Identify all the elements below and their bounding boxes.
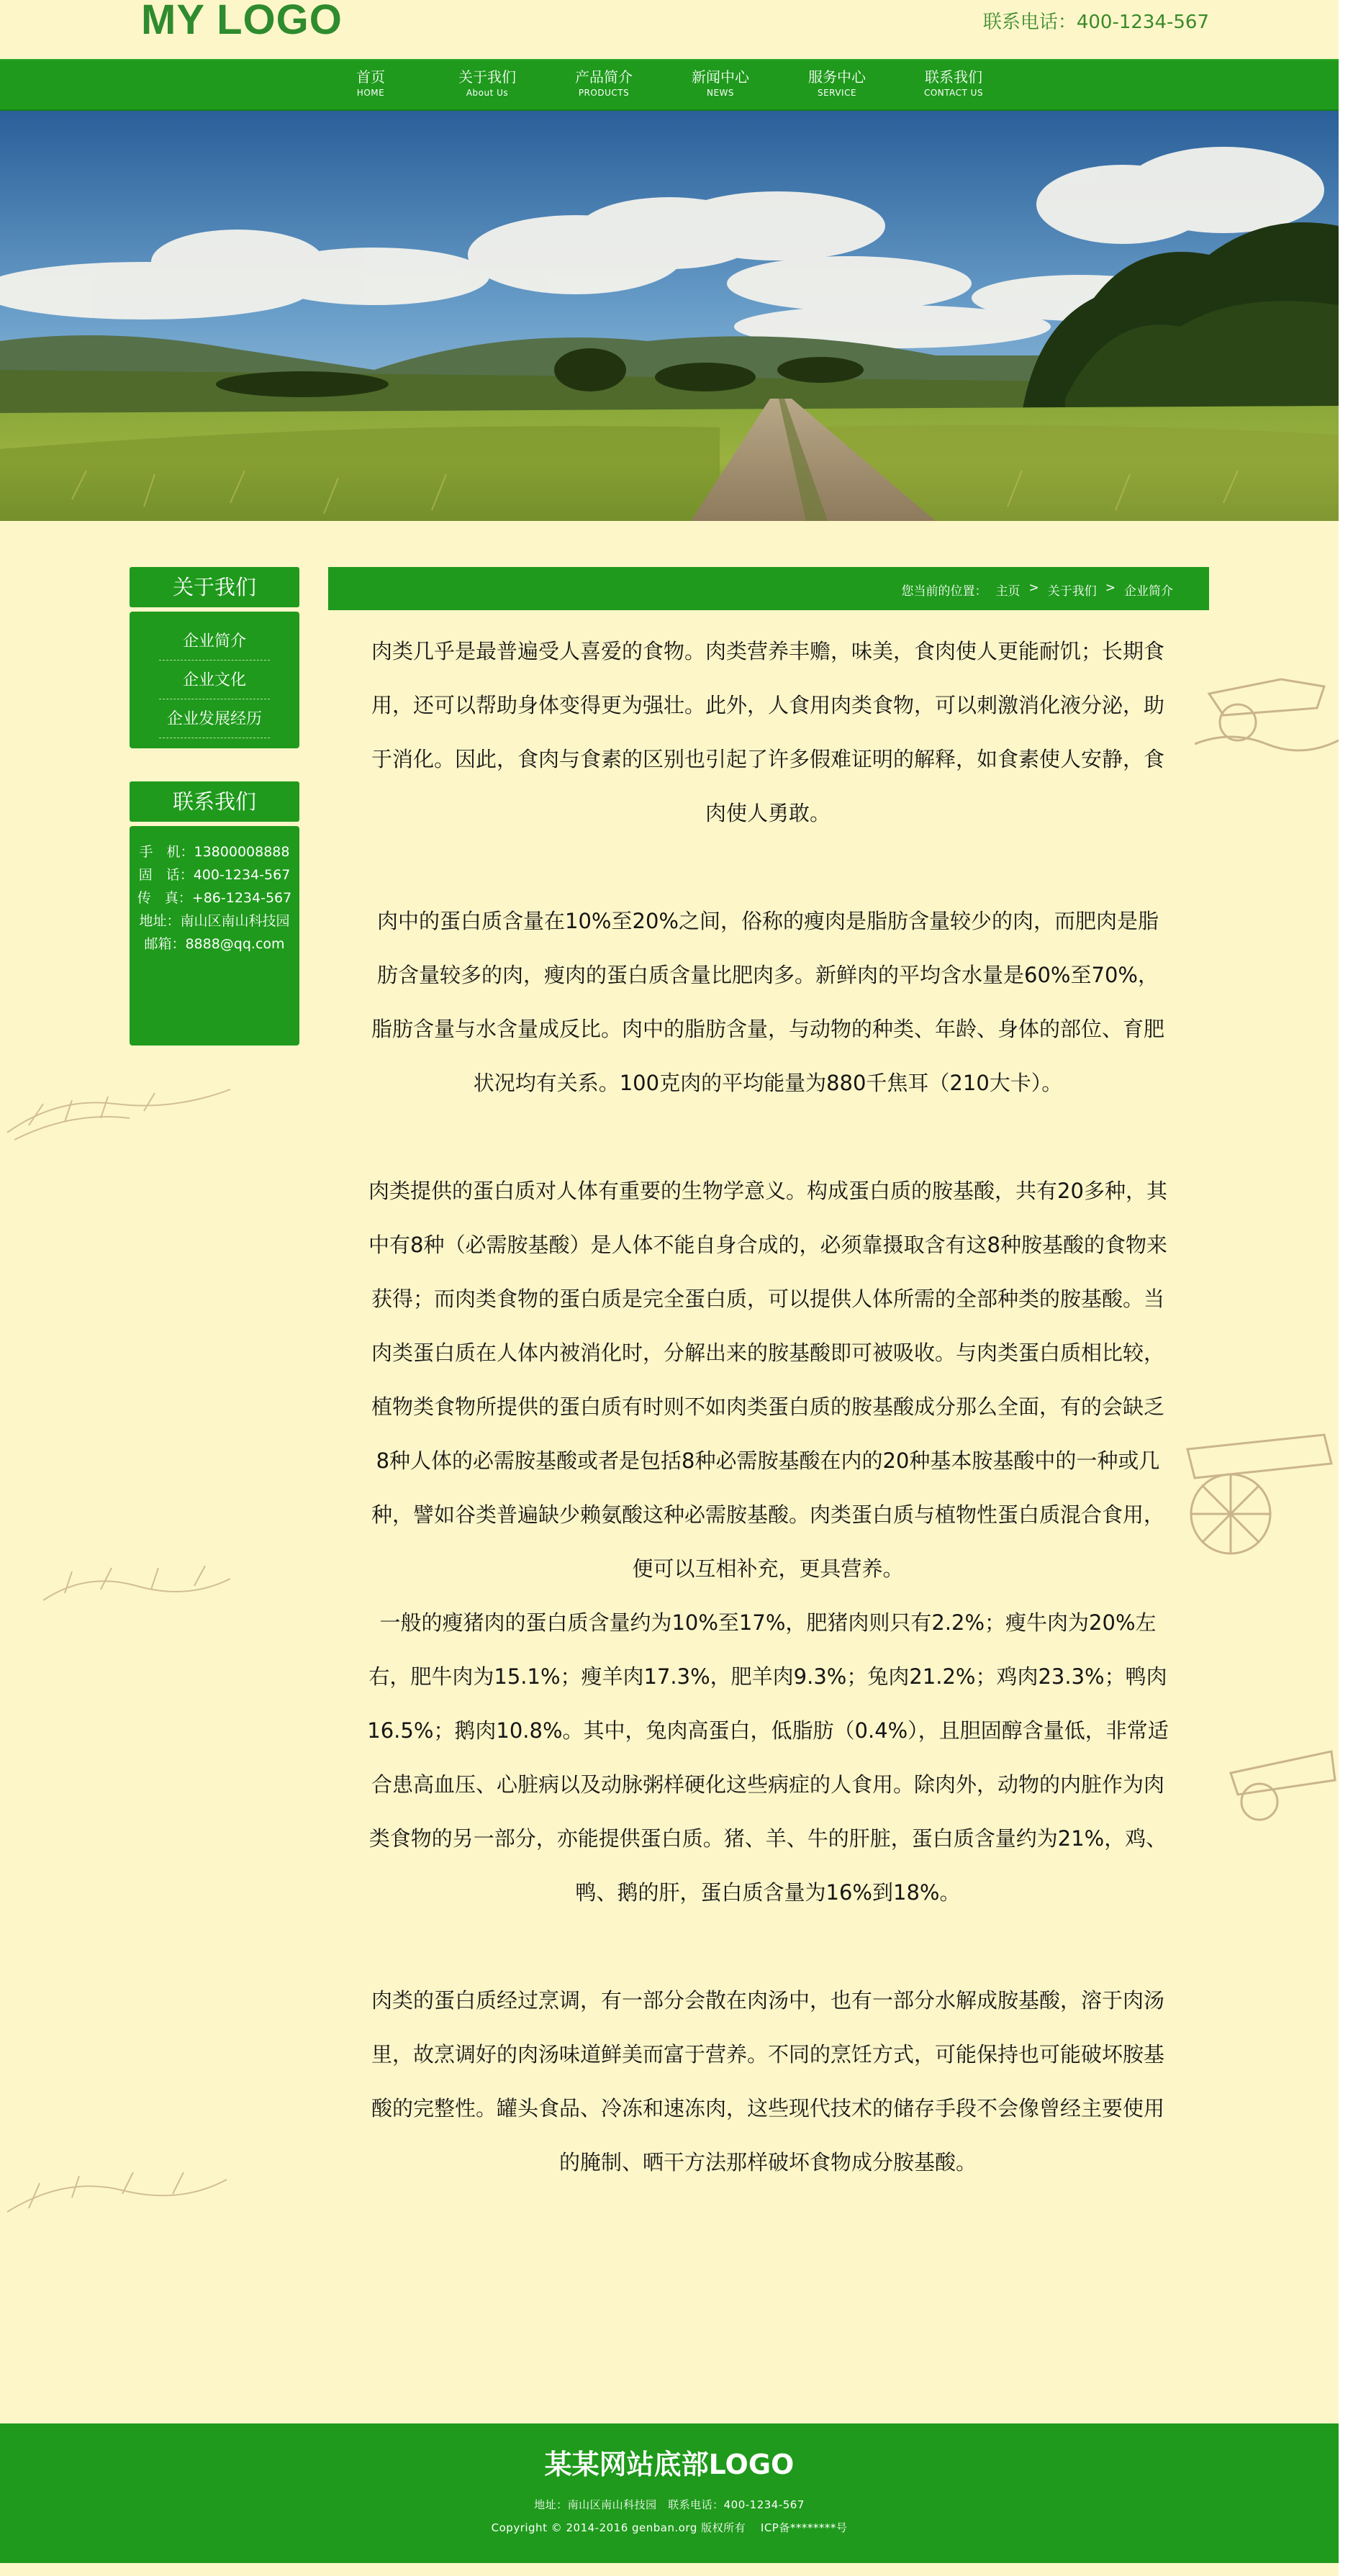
nav-contact[interactable] — [907, 60, 1000, 109]
article-body — [367, 625, 1169, 2190]
contact-phone: 固 话：400-1234-567 — [138, 867, 291, 883]
hero-banner-image — [0, 111, 1339, 521]
nav-products[interactable] — [557, 60, 651, 109]
breadcrumb-separator: > — [1105, 581, 1116, 595]
nav-home[interactable] — [324, 60, 417, 109]
sidebar-item-company-history[interactable]: 企业发展经历 — [159, 699, 270, 738]
nav-label: 服务中心 — [808, 68, 866, 86]
wheat-sketch-icon — [0, 2154, 230, 2226]
nav-news[interactable] — [674, 60, 767, 109]
grass-sketch-icon — [43, 1550, 230, 1615]
breadcrumb-separator: > — [1028, 581, 1039, 595]
breadcrumb-prefix: 您当前的位置： — [901, 584, 987, 599]
breadcrumb-current: 企业简介 — [1124, 584, 1173, 599]
contact-fax: 传 真：+86-1234-567 — [137, 890, 292, 906]
nav-label: 产品简介 — [575, 68, 633, 86]
nav-label: 关于我们 — [458, 68, 516, 86]
cart-sketch-icon — [1223, 1730, 1339, 1831]
nav-sublabel: HOME — [356, 88, 385, 98]
breadcrumb-home-link[interactable]: 主页 — [995, 584, 1021, 599]
nav-sublabel: CONTACT US — [923, 88, 984, 98]
article-paragraph: 肉类提供的蛋白质对人体有重要的生物学意义。构成蛋白质的胺基酸，共有20多种，其中有8种（必需胺基酸）是人体不能自身合成的，必须靠摄取含有这8种胺基酸的食物来获得；而肉类食物的蛋白质是完全蛋白质，可以提供人体所需的全部种类的胺基酸。当肉类蛋白质在人体内被消化时，分解出来的胺基酸即可被吸收。与肉类蛋白质相比较，植物类食物所提供的蛋白质有时则不如肉类蛋白质的胺基酸成分那么全面，有的会缺乏8种人体的必需胺基酸或者是包括8种必需胺基酸在内的20种基本胺基酸中的一种或几种，譬如谷类普遍缺少赖氨酸这种必需胺基酸。肉类蛋白质与植物性蛋白质混合食用，便可以互相补充，更具营养。 — [368, 1179, 1167, 1581]
article-paragraph: 一般的瘦猪肉的蛋白质含量约为10%至17%，肥猪肉则只有2.2%；瘦牛肉为20%左右，肥牛肉为15.1%；瘦羊肉17.3%，肥羊肉9.3%；兔肉21.2%；鸡肉23.3%；鸭肉16.5%；鹅肉10.8%。其中，兔肉高蛋白，低脂肪（0.4%），且胆固醇含量低，非常适合患高血压、心脏病以及动脉粥样硬化这些病症的人食用。除肉外，动物的内脏作为肉类食物的另一部分，亦能提供蛋白质。猪、羊、牛的肝脏，蛋白质含量约为21%，鸡、鸭、鹅的肝，蛋白质含量为16%到18%。 — [367, 1610, 1169, 1905]
footer-contact-info: 地址：南山区南山科技园 联系电话：400-1234-567 — [534, 2498, 805, 2511]
site-footer — [0, 2423, 1339, 2563]
landscape-illustration — [0, 111, 1339, 521]
contact-address: 地址：南山区南山科技园 — [139, 913, 290, 929]
nav-about[interactable] — [440, 60, 534, 109]
sidebar — [130, 567, 299, 1046]
sidebar-item-company-intro[interactable]: 企业简介 — [159, 622, 270, 661]
footer-copyright: Copyright © 2014-2016 genban.org 版权所有 ICP备********号 — [491, 2521, 848, 2534]
header-phone: 联系电话：400-1234-567 — [982, 12, 1209, 33]
article-paragraph: 肉中的蛋白质含量在10%至20%之间，俗称的瘦肉是脂肪含量较少的肉，而肥肉是脂肪含量较多的肉，瘦肉的蛋白质含量比肥肉多。新鲜肉的平均含水量是60%至70%，脂肪含量与水含量成反比。肉中的脂肪含量，与动物的种类、年龄、身体的部位、育肥状况均有关系。100克肉的平均能量为880千焦耳（210大卡）。 — [371, 909, 1164, 1095]
scrollbar-track[interactable] — [1339, 0, 1353, 2576]
about-section-title: 关于我们 — [130, 567, 299, 607]
nav-sublabel: NEWS — [706, 88, 735, 98]
about-links-box — [130, 612, 299, 748]
breadcrumb — [902, 581, 1174, 599]
contact-info-box — [130, 826, 299, 1046]
wheat-sketch-icon — [0, 1068, 237, 1147]
site-header — [0, 0, 1339, 59]
nav-label: 首页 — [356, 68, 385, 86]
sidebar-item-company-culture[interactable]: 企业文化 — [159, 661, 270, 699]
nav-label: 联系我们 — [925, 68, 982, 86]
nav-sublabel: About Us — [466, 88, 509, 98]
contact-email: 邮箱：8888@qq.com — [144, 936, 285, 952]
nav-sublabel: SERVICE — [817, 88, 857, 98]
cart-sketch-icon — [1195, 636, 1339, 766]
content-area — [0, 521, 1339, 2428]
contact-section-title: 联系我们 — [130, 781, 299, 822]
breadcrumb-parent-link[interactable]: 关于我们 — [1047, 584, 1097, 599]
contact-mobile: 手 机：13800008888 — [139, 844, 290, 860]
main-nav — [0, 59, 1339, 111]
breadcrumb-bar — [328, 567, 1209, 610]
nav-service[interactable] — [790, 60, 884, 109]
footer-logo: 某某网站底部LOGO — [544, 2449, 795, 2480]
site-logo[interactable]: MY LOGO — [141, 0, 343, 43]
nav-sublabel: PRODUCTS — [578, 88, 630, 98]
wagon-wheel-sketch-icon — [1180, 1420, 1339, 1579]
article-paragraph: 肉类的蛋白质经过烹调，有一部分会散在肉汤中，也有一部分水解成胺基酸，溶于肉汤里，故烹调好的肉汤味道鲜美而富于营养。不同的烹饪方式，可能保持也可能破坏胺基酸的完整性。罐头食品、冷冻和速冻肉，这些现代技术的储存手段不会像曾经主要使用的腌制、晒干方法那样破坏食物成分胺基酸。 — [371, 1988, 1164, 2174]
article-paragraph: 肉类几乎是最普遍受人喜爱的食物。肉类营养丰赡，味美，食肉使人更能耐饥；长期食用，还可以帮助身体变得更为强壮。此外，人食用肉类食物，可以刺激消化液分泌，助于消化。因此，食肉与食素的区别也引起了许多假难证明的解释，如食素使人安静，食肉使人勇敢。 — [371, 639, 1164, 825]
nav-label: 新闻中心 — [692, 68, 749, 86]
